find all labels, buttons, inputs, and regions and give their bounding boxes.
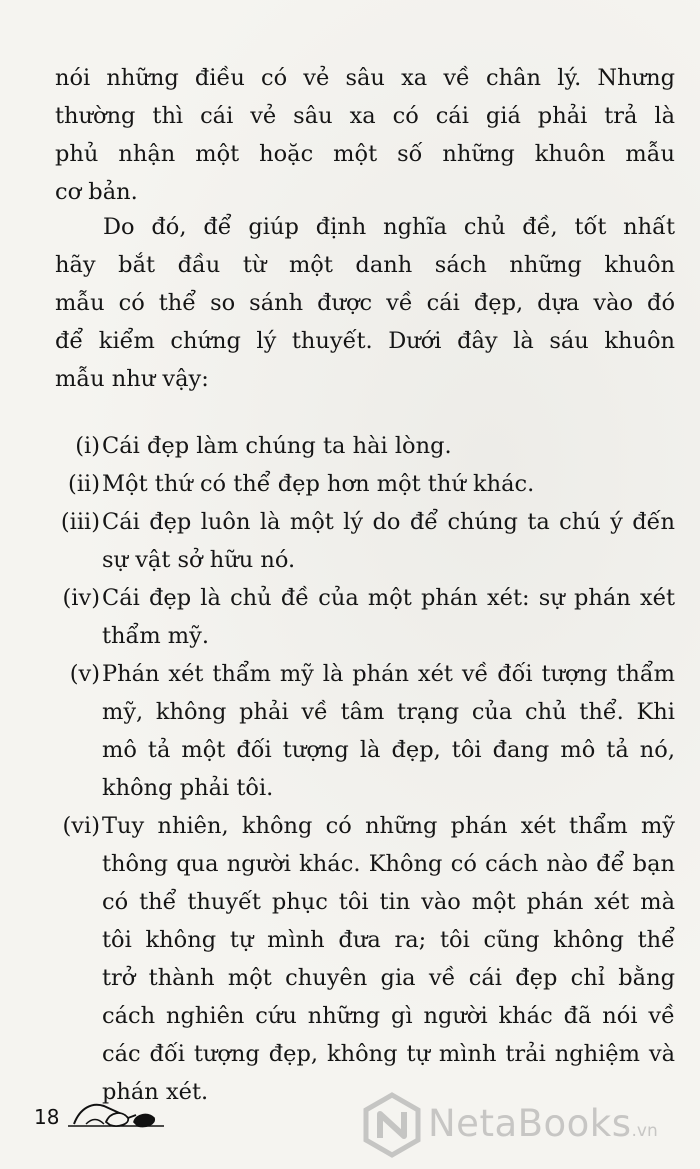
list-item (55, 427, 675, 465)
text-line: Cái đẹp là chủ đề của một phán xét: sự phán xét (102, 585, 675, 611)
text-line: Do đó, để giúp định nghĩa chủ đề, tốt nhất (103, 214, 675, 240)
text-line: phán xét. (102, 1079, 209, 1105)
text-line: phủ nhận một hoặc một số những khuôn mẫu (55, 141, 675, 167)
page-number: 18 (34, 1105, 60, 1129)
paragraph-2 (55, 208, 675, 398)
glasses-icon (66, 1098, 166, 1134)
list-item-number: (v) (69, 661, 100, 687)
watermark (362, 1092, 692, 1158)
text-line: sự vật sở hữu nó. (102, 547, 296, 573)
text-line: hãy bắt đầu từ một danh sách những khuôn (55, 252, 675, 278)
text-line: Cái đẹp luôn là một lý do để chúng ta chú ý đến (102, 509, 675, 535)
text-line: cơ bản. (55, 179, 138, 205)
watermark-text (428, 1102, 658, 1145)
list-item-number: (iv) (62, 585, 100, 611)
text-line: mẫu như vậy: (55, 366, 209, 392)
list-item-number: (iii) (60, 509, 100, 535)
list-item (55, 503, 675, 579)
list-item (55, 655, 675, 807)
text-line: cách nghiên cứu những gì người khác đã nói về (102, 1003, 675, 1029)
criteria-list (55, 427, 675, 1111)
list-item (55, 465, 675, 503)
text-line: tôi không tự mình đưa ra; tôi cũng không thể (102, 927, 675, 953)
text-line: để kiểm chứng lý thuyết. Dưới đây là sáu khuôn (55, 328, 675, 354)
list-item-number: (ii) (68, 471, 100, 497)
netabooks-logo-icon (362, 1092, 422, 1158)
list-item-number: (vi) (62, 813, 100, 839)
text-line: thường thì cái vẻ sâu xa có cái giá phải trả là (55, 103, 675, 129)
watermark-brand: NetaBooks (428, 1102, 632, 1145)
list-item-number: (i) (75, 433, 100, 459)
text-line: có thể thuyết phục tôi tin vào một phán xét mà (102, 889, 675, 915)
text-line: trở thành một chuyên gia về cái đẹp chỉ bằng (102, 965, 675, 991)
watermark-suffix: .vn (631, 1121, 658, 1141)
text-line: mỹ, không phải về tâm trạng của chủ thể. Khi (102, 699, 675, 725)
text-line: mẫu có thể so sánh được về cái đẹp, dựa vào đó (55, 290, 675, 316)
list-item (55, 579, 675, 655)
text-line: thẩm mỹ. (102, 623, 210, 649)
text-line: nói những điều có vẻ sâu xa về chân lý. Nhưng (55, 65, 675, 91)
page-footer (30, 1098, 170, 1138)
text-line: Phán xét thẩm mỹ là phán xét về đối tượng thẩm (102, 661, 675, 687)
text-line: Một thứ có thể đẹp hơn một thứ khác. (102, 471, 535, 497)
text-line: Tuy nhiên, không có những phán xét thẩm mỹ (102, 813, 675, 839)
text-line: không phải tôi. (102, 775, 274, 801)
text-line: Cái đẹp làm chúng ta hài lòng. (102, 433, 452, 459)
list-item (55, 807, 675, 1111)
text-line: các đối tượng đẹp, không tự mình trải nghiệm và (102, 1041, 675, 1067)
paragraph-1 (55, 59, 675, 211)
text-line: mô tả một đối tượng là đẹp, tôi đang mô tả nó, (102, 737, 675, 763)
text-line: thông qua người khác. Không có cách nào để bạn (102, 851, 675, 877)
